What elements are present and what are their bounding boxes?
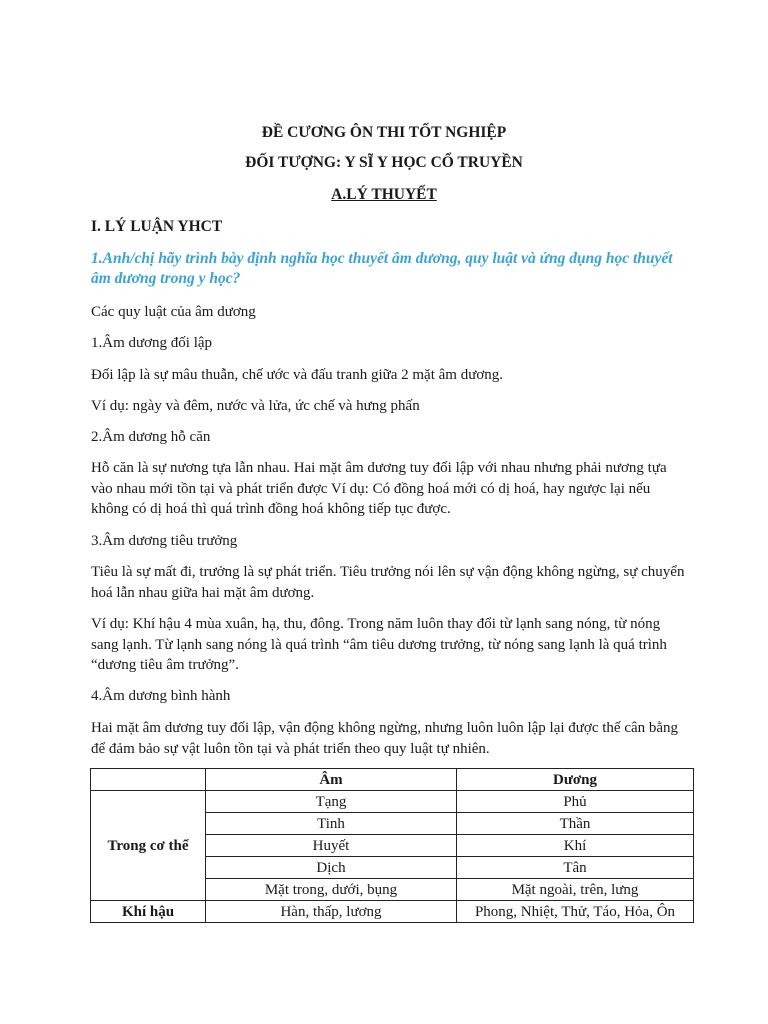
table-cell: Thần bbox=[457, 813, 694, 835]
subheading: 3.Âm dương tiêu trưởng bbox=[91, 533, 238, 549]
table-cell: Dịch bbox=[206, 857, 457, 879]
subheading: 1.Âm dương đối lập bbox=[91, 335, 213, 351]
yin-yang-table bbox=[90, 768, 694, 923]
paragraph: Ví dụ: ngày và đêm, nước và lửa, ức chế và hưng phấn bbox=[91, 398, 420, 414]
table-header-cell: Dương bbox=[457, 769, 694, 791]
paragraph: Ví dụ: Khí hậu 4 mùa xuân, hạ, thu, đông. Trong năm luôn thay đổi từ lạnh sang nóng, từ nóng sang lạnh. Từ lạnh sang nóng là quá trình “âm tiêu dương trưởng, từ nóng sang lạnh là quá trình “dương tiêu âm trưởng”. bbox=[91, 616, 667, 673]
table-cell: Tân bbox=[457, 857, 694, 879]
table-cell: Mặt ngoài, trên, lưng bbox=[457, 879, 694, 901]
paragraph: Hỗ căn là sự nương tựa lẫn nhau. Hai mặt âm dương tuy đối lập với nhau nhưng phải nương tựa vào nhau mới tồn tại và phát triển được Ví dụ: Có đồng hoá mới có dị hoá, hay ngược lại nếu không có dị hoá thì quá trình đồng hoá không tiếp tục được. bbox=[91, 460, 667, 517]
table-header-cell bbox=[91, 769, 206, 791]
group-label: Trong cơ thể bbox=[91, 791, 206, 901]
document-title: ĐỀ CƯƠNG ÔN THI TỐT NGHIỆP bbox=[261, 124, 507, 141]
table-cell: Mặt trong, dưới, bụng bbox=[206, 879, 457, 901]
table-row bbox=[91, 791, 694, 813]
subheading: 4.Âm dương bình hành bbox=[91, 688, 231, 704]
group-label: Khí hậu bbox=[91, 901, 206, 923]
paragraph: Đối lập là sự mâu thuẫn, chế ước và đấu tranh giữa 2 mặt âm dương. bbox=[91, 367, 504, 383]
table-cell: Hàn, thấp, lương bbox=[206, 901, 457, 923]
table-row bbox=[91, 901, 694, 923]
paragraph: Hai mặt âm dương tuy đối lập, vận động không ngừng, nhưng luôn luôn lập lại được thế cân bằng để đảm bảo sự vật luôn tồn tại và phát triển theo quy luật tự nhiên. bbox=[91, 720, 679, 757]
table-cell: Tạng bbox=[206, 791, 457, 813]
part-heading: A.LÝ THUYẾT bbox=[331, 186, 437, 203]
section-heading: I. LÝ LUẬN YHCT bbox=[91, 218, 223, 235]
table-header-row bbox=[91, 769, 694, 791]
question-text: 1.Anh/chị hãy trình bày định nghĩa học thuyết âm dương, quy luật và ứng dụng học thuyết âm dương trong y học? bbox=[91, 250, 673, 287]
table-cell: Tinh bbox=[206, 813, 457, 835]
document-subtitle: ĐỐI TƯỢNG: Y SĨ Y HỌC CỔ TRUYỀN bbox=[245, 154, 523, 171]
paragraph: Tiêu là sự mất đi, trưởng là sự phát triển. Tiêu trưởng nói lên sự vận động không ngừng, sự chuyển hoá lẫn nhau giữa hai mặt âm dương. bbox=[91, 564, 685, 601]
table-cell: Huyết bbox=[206, 835, 457, 857]
table-cell: Phủ bbox=[457, 791, 694, 813]
subheading: 2.Âm dương hỗ căn bbox=[91, 429, 211, 445]
table-header-cell: Âm bbox=[206, 769, 457, 791]
table-cell: Khí bbox=[457, 835, 694, 857]
paragraph: Các quy luật của âm dương bbox=[91, 304, 256, 320]
table-cell: Phong, Nhiệt, Thử, Táo, Hỏa, Ôn bbox=[457, 901, 694, 923]
